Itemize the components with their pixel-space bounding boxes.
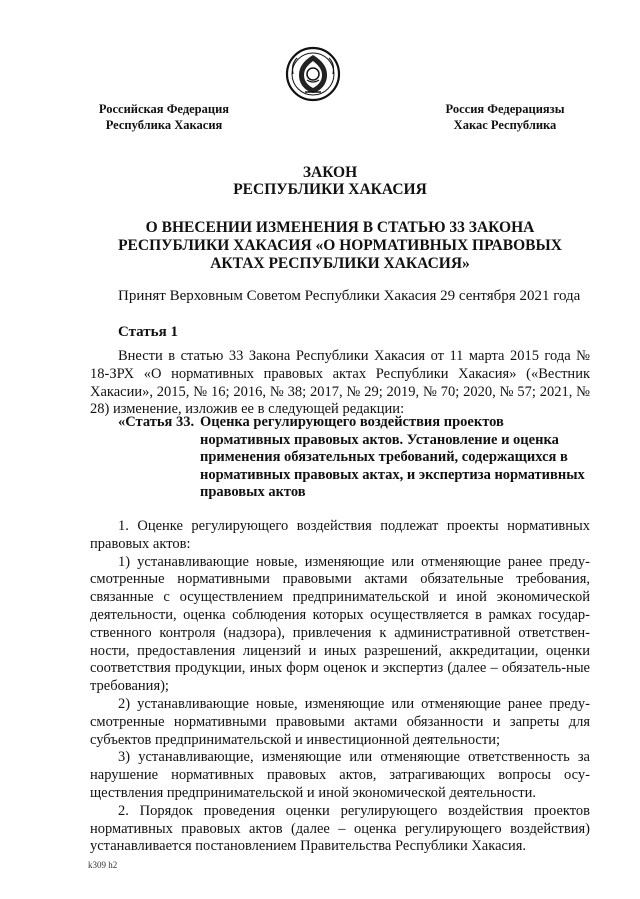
paragraph-1-2: 2) устанавливающие новые, изменяющие или отменяющие ранее преду-смотренные нормативными правовыми актами обязанности и запреты для субъектов предпринимательской и инвестиционной деятельности; — [90, 695, 590, 748]
header-left — [89, 101, 239, 133]
header-left-line-1: Российская Федерация — [98, 102, 230, 116]
law-title: ЗАКОН — [302, 164, 358, 181]
paragraph-1-1: 1) устанавливающие новые, изменяющие или отменяющие ранее преду-смотренные нормативными правовыми актами обязательные требования, связанные с осуществлением предпринимательской и иной экономической деятельности, оценка соблюдения которых осуществляется в рамках государ-ственного контроля (надзора), привлечения к административной ответствен-ности, предоставления лицензий и иных разрешений, аккредитации, оценки соответствия продукции, иных форм оценок и экспертиз (далее – обязатель-ные требования); — [90, 553, 590, 695]
article-body — [90, 518, 590, 856]
article-intro — [90, 348, 590, 419]
quoted-article-label: «Статья 33. — [118, 414, 195, 430]
law-title-republic: РЕСПУБЛИКИ ХАКАСИЯ — [233, 181, 427, 198]
header-right-line-2: Хакас Республика — [453, 118, 557, 132]
quoted-article-title: Оценка регулирующего воздействия проектов нормативных правовых актов. Установление и оценка применения обязательных требований, содержащихся в нормативных правовых актах, и экспертиза нормативных правовых актов — [200, 414, 585, 500]
article-heading: Статья 1 — [118, 324, 178, 340]
article-intro-text: Внести в статью 33 Закона Республики Хакасия от 11 марта 2015 года № 18-ЗРХ «О нормативных правовых актах Республики Хакасия» («Вестник Хакасии», 2015, № 16; 2016, № 38; 2017, № 29; 2019, № 70; 2020, № 57; 2021, № 28) изменение, изложив ее в следующей редакции: — [90, 348, 590, 418]
header-right — [430, 101, 580, 133]
law-subject: О ВНЕСЕНИИ ИЗМЕНЕНИЯ В СТАТЬЮ 33 ЗАКОНА РЕСПУБЛИКИ ХАКАСИЯ «О НОРМАТИВНЫХ ПРАВОВЫХ АКТАХ РЕСПУБЛИКИ ХАКАСИЯ» — [118, 219, 562, 272]
paragraph-2: 2. Порядок проведения оценки регулирующего воздействия проектов нормативных правовых актов (далее – оценка регулирующего воздействия) устанавливается постановлением Правительства Республики Хакасия. — [90, 802, 590, 855]
coat-of-arms-emblem — [283, 44, 343, 104]
header-left-line-2: Республика Хакасия — [105, 118, 223, 132]
adoption-line: Принят Верховным Советом Республики Хакасия 29 сентября 2021 года — [118, 288, 581, 304]
header-right-line-1: Россия Федерациязы — [445, 102, 565, 116]
document-code: k309 h2 — [88, 860, 118, 870]
paragraph-1: 1. Оценке регулирующего воздействия подлежат проекты нормативных правовых актов: — [90, 518, 590, 552]
quoted-article-heading — [118, 414, 598, 502]
paragraph-1-3: 3) устанавливающие, изменяющие или отменяющие ответственность за нарушение нормативных правовых актов, затрагивающих вопросы осу-ществления предпринимательской и иной экономической деятельности. — [90, 749, 590, 801]
